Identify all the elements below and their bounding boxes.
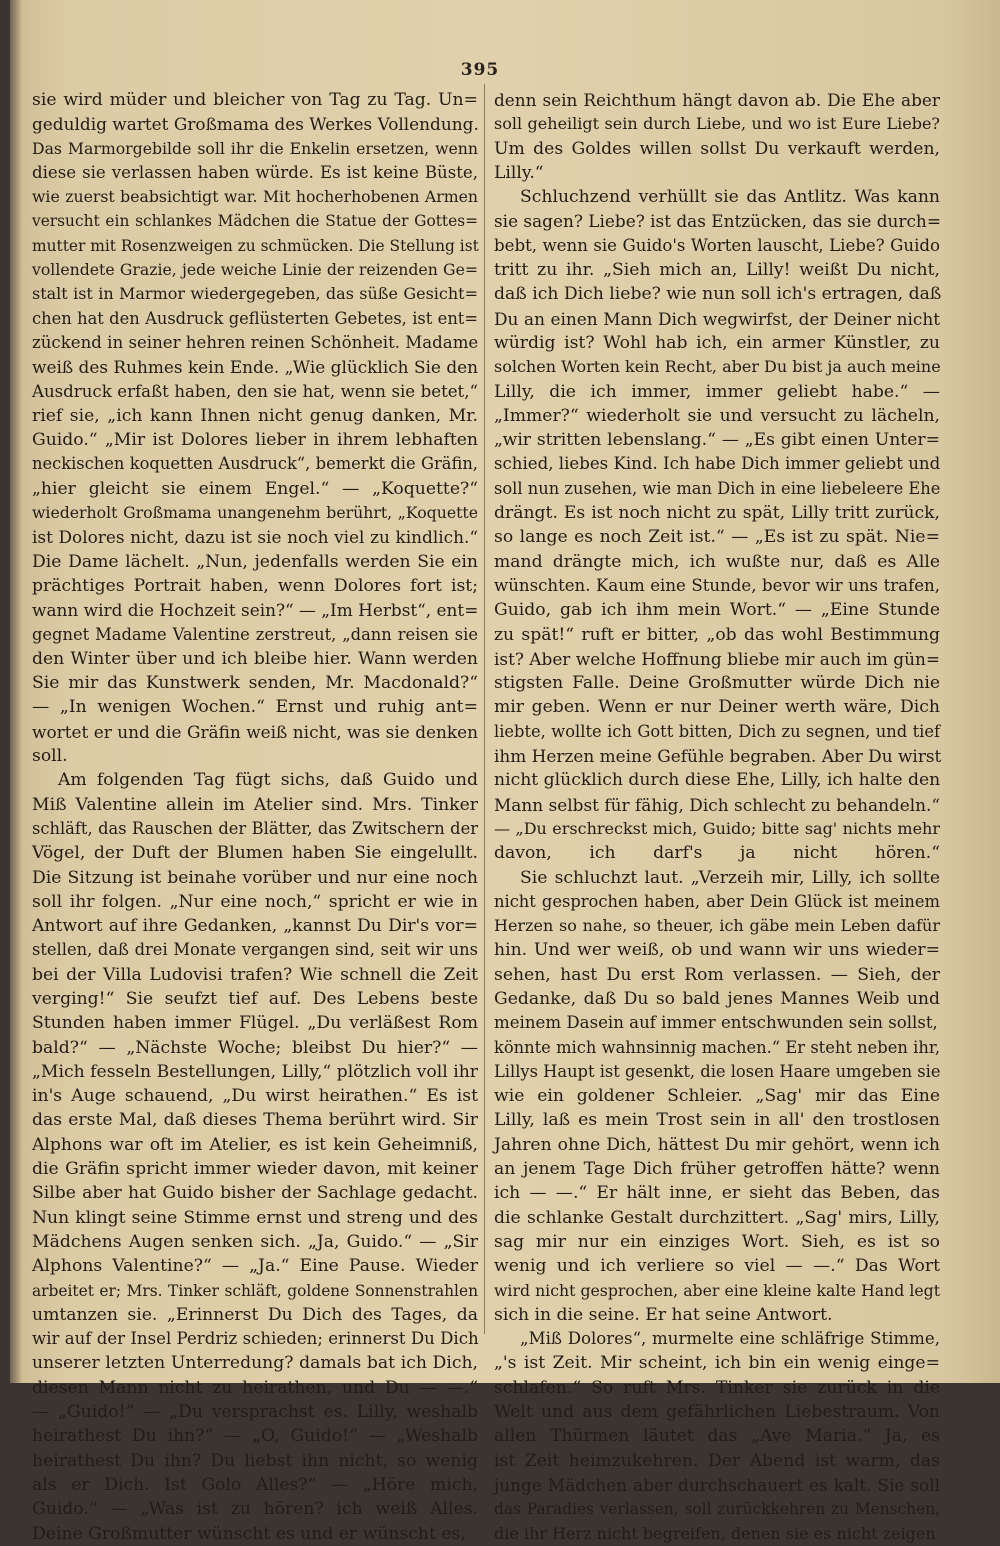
text-line: nicht gesprochen haben, aber Dein Glück ist meinem <box>494 891 940 911</box>
text-line: soll nun zusehen, wie man Dich in eine liebeleere Ehe <box>494 478 941 498</box>
text-line: rief sie, „ich kann Ihnen nicht genug danken, Mr. <box>32 405 478 426</box>
text-line: gegnet Madame Valentine zerstreut, „dann reisen sie <box>32 624 478 644</box>
text-line: heirathest Du ihn?“ — „O, Guido!“ — „Weshalb <box>32 1426 478 1447</box>
text-line: ich — —.“ Er hält inne, er sieht das Beben, das <box>494 1183 940 1204</box>
text-line: wortet er und die Gräfin weiß nicht, was sie denken <box>32 721 478 742</box>
text-line: soll. <box>32 746 68 767</box>
text-line: bald?“ — „Nächste Woche; bleibst Du hier?“ — <box>32 1037 478 1058</box>
text-line: drängt. Es ist noch nicht zu spät, Lilly tritt zurück, <box>494 503 940 524</box>
text-line: weiß des Ruhmes kein Ende. „Wie glücklich Sie den <box>32 357 478 378</box>
text-line: Guido.“ „Mir ist Dolores lieber in ihrem lebhaften <box>32 430 478 451</box>
text-line: Das Marmorgebilde soll ihr die Enkelin ersetzen, wenn <box>32 138 478 158</box>
page-gutter <box>10 0 22 1383</box>
text-line: Mädchens Augen senken sich. „Ja, Guido.“ — „Sir <box>32 1231 478 1252</box>
text-line: an jenem Tage Dich früher getroffen hätte? wenn <box>494 1159 940 1180</box>
text-line: mir geben. Wenn er nur Deiner werth wäre, Dich <box>494 697 940 718</box>
text-line: Vögel, der Duft der Blumen haben Sie eingelullt. <box>32 843 478 864</box>
text-line: „wir stritten lebenslang.“ — „Es gibt einen Unter= <box>494 430 940 451</box>
text-line: junge Mädchen aber durchschauert es kalt. Sie soll <box>494 1474 940 1495</box>
text-line: heirathest Du ihn? Du liebst ihn nicht, so wenig <box>32 1450 478 1471</box>
text-line: in's Auge schauend, „Du wirst heirathen.“ Es ist <box>32 1086 478 1107</box>
text-line: Lilly, die ich immer, immer geliebt habe.“ — <box>494 381 940 402</box>
text-line: „hier gleicht sie einem Engel.“ — „Koquette?“ <box>32 478 478 499</box>
text-line: geduldig wartet Großmama des Werkes Vollendung. <box>32 114 479 135</box>
text-line: prächtiges Portrait haben, wenn Dolores fort ist; <box>32 575 478 596</box>
text-line: Mann selbst für fähig, Dich schlecht zu behandeln.“ <box>494 794 940 815</box>
text-line: Antwort auf ihre Gedanken, „kannst Du Dir's vor= <box>32 916 478 937</box>
text-line: diese sie verlassen haben würde. Es ist keine Büste, <box>32 162 478 182</box>
text-line: „Mich fesseln Bestellungen, Lilly,“ plötzlich voll ihr <box>32 1061 478 1082</box>
text-line: solchen Worten kein Recht, aber Du bist ja auch meine <box>494 357 941 377</box>
text-line: stellen, daß drei Monate vergangen sind, seit wir uns <box>32 940 478 960</box>
text-line: diesen Mann nicht zu heirathen, und Du — —.“ <box>32 1377 478 1398</box>
text-line: Jahren ohne Dich, hättest Du mir gehört, wenn ich <box>494 1134 940 1155</box>
text-line: sich in die seine. Er hat seine Antwort. <box>494 1304 833 1325</box>
text-line: unserer letzten Unterredung? damals bat ich Dich, <box>32 1353 478 1374</box>
text-line: als er Dich. Ist Golo Alles?“ — „Höre mich, <box>32 1474 478 1495</box>
text-line: sehen, hast Du erst Rom verlassen. — Sieh, der <box>494 964 940 985</box>
text-line: Sie mir das Kunstwerk senden, Mr. Macdonald?“ <box>32 673 478 694</box>
text-line: zu spät!“ ruft er bitter, „ob das wohl Bestimmung <box>494 624 940 645</box>
text-line: stalt ist in Marmor wiedergegeben, das süße Gesicht= <box>32 284 478 304</box>
text-line: sag mir nur ein einziges Wort. Sieh, es ist so <box>494 1231 940 1252</box>
text-line: bei der Villa Ludovisi trafen? Wie schnell die Zeit <box>32 964 478 985</box>
text-line: bebt, wenn sie Guido's Worten lauscht, Liebe? Guido <box>494 235 940 255</box>
text-line: Herzen so nahe, so theuer, ich gäbe mein Leben dafür <box>494 916 940 936</box>
text-line: die schlanke Gestalt durchzittert. „Sag' mirs, Lilly, <box>494 1207 940 1228</box>
text-line: Um des Goldes willen sollst Du verkauft werden, <box>494 138 940 159</box>
text-line: allen Thürmen läutet das „Ave Maria.“ Ja, es <box>494 1426 940 1447</box>
text-line: Nun klingt seine Stimme ernst und streng und des <box>32 1207 478 1228</box>
text-line: neckischen koquetten Ausdruck“, bemerkt die Gräfin, <box>32 454 478 474</box>
text-line: Welt und aus dem gefährlichen Liebestraum. Von <box>494 1402 940 1423</box>
text-line: vollendete Grazie, jede weiche Linie der reizenden Ge= <box>32 260 478 280</box>
text-line: tritt zu ihr. „Sieh mich an, Lilly! weißt Du nicht, <box>494 260 940 281</box>
text-line: liebte, wollte ich Gott bitten, Dich zu segnen, und tief <box>494 721 940 741</box>
left-column <box>32 88 478 1546</box>
text-line: Lillys Haupt ist gesenkt, die losen Haare umgeben sie <box>494 1061 941 1081</box>
text-line: soll geheiligt sein durch Liebe, und wo ist Eure Liebe? <box>494 114 940 134</box>
text-line: mand drängte mich, ich wußte nur, daß es Alle <box>494 551 940 572</box>
text-line: wünschten. Kaum eine Stunde, bevor wir uns trafen, <box>494 575 940 595</box>
text-line: würdig ist? Wohl hab ich, ein armer Künstler, zu <box>494 332 940 353</box>
text-line: „Immer?“ wiederholt sie und versucht zu lächeln, <box>494 405 940 426</box>
text-line: ihm Herzen meine Gefühle begraben. Aber Du wirst <box>494 746 942 767</box>
text-line: stigsten Falle. Deine Großmutter würde Dich nie <box>494 673 940 694</box>
text-line: die Gräfin spricht immer wieder davon, mit keiner <box>32 1159 478 1180</box>
text-line: wann wird die Hochzeit sein?“ — „Im Herbst“, ent= <box>32 600 479 621</box>
text-line: wird nicht gesprochen, aber eine kleine kalte Hand legt <box>494 1280 940 1300</box>
text-line: schlafen.“ So ruft Mrs. Tinker sie zurück in die <box>494 1377 940 1398</box>
newspaper-page <box>10 0 1000 1544</box>
text-line: — „Guido!“ — „Du versprachst es. Lilly, weshalb <box>32 1402 478 1423</box>
text-line: daß ich Dich liebe? wie nun soll ich's ertragen, daß <box>494 284 942 305</box>
text-line: Die Dame lächelt. „Nun, jedenfalls werden Sie ein <box>32 551 478 572</box>
text-line: meinem Dasein auf immer entschwunden sein sollst, <box>494 1013 938 1033</box>
text-line: schläft, das Rauschen der Blätter, das Zwitschern der <box>32 818 478 838</box>
text-line: Miß Valentine allein im Atelier sind. Mrs. Tinker <box>32 794 478 815</box>
text-line: denn sein Reichthum hängt davon ab. Die Ehe aber <box>494 90 940 110</box>
text-line: so lange es noch Zeit ist.“ — „Es ist zu spät. Nie= <box>494 527 940 548</box>
text-line: Lilly.“ <box>494 162 544 183</box>
text-line: die ihr Herz nicht begreifen, denen sie es nicht zeigen <box>494 1523 936 1543</box>
text-line: Am folgenden Tag fügt sichs, daß Guido und <box>58 770 478 791</box>
text-line: Die Sitzung ist beinahe vorüber und nur eine noch <box>32 867 478 888</box>
text-line: soll ihr folgen. „Nur eine noch,“ spricht er wie in <box>32 891 478 912</box>
text-line: arbeitet er; Mrs. Tinker schläft, goldene Sonnenstrahlen <box>32 1281 478 1300</box>
text-line: Deine Großmutter wünscht es und er wünscht es, <box>32 1523 466 1544</box>
text-line: mutter mit Rosenzweigen zu schmücken. Die Stellung ist <box>32 236 479 255</box>
text-line: wir auf der Insel Perdriz schieden; erinnerst Du Dich <box>32 1329 479 1349</box>
text-line: Sie schluchzt laut. „Verzeih mir, Lilly, ich sollte <box>520 867 940 888</box>
text-line: sie wird müder und bleicher von Tag zu Tag. Un= <box>32 90 478 110</box>
text-line: den Winter über und ich bleibe hier. Wann werden <box>32 648 478 669</box>
text-line: wiederholt Großmama unangenehm berührt, „Koquette <box>32 503 478 523</box>
text-line: Stunden haben immer Flügel. „Du verläßest Rom <box>32 1013 478 1034</box>
text-line: chen hat den Ausdruck geflüsterten Gebetes, ist ent= <box>32 308 478 328</box>
text-line: Guido.“ — „Was ist zu hören? ich weiß Alles. <box>32 1499 478 1520</box>
text-line: ist Zeit heimzukehren. Der Abend ist warm, das <box>494 1450 940 1471</box>
page-number: 395 <box>460 60 500 80</box>
text-line: „Miß Dolores“, murmelte eine schläfrige Stimme, <box>520 1329 940 1349</box>
text-line: wie ein goldener Schleier. „Sag' mir das Eine <box>494 1086 940 1107</box>
text-line: wenig und ich verliere so viel — —.“ Das Wort <box>494 1256 940 1277</box>
text-line: das Paradies verlassen, soll zurückkehren zu Menschen, <box>494 1500 940 1519</box>
text-line: — „In wenigen Wochen.“ Ernst und ruhig ant= <box>32 697 478 718</box>
text-line: — „Du erschreckst mich, Guido; bitte sag' nichts mehr <box>494 818 940 838</box>
text-line: schied, liebes Kind. Ich habe Dich immer geliebt und <box>494 454 941 474</box>
text-line: das erste Mal, daß dieses Thema berührt wird. Sir <box>32 1110 478 1131</box>
text-line: Ausdruck erfaßt haben, den sie hat, wenn sie betet,“ <box>32 381 478 401</box>
text-line: zückend in seiner hehren reinen Schönheit. Madame <box>32 332 479 352</box>
text-line: Guido, gab ich ihm mein Wort.“ — „Eine Stunde <box>494 600 940 621</box>
text-line: sie sagen? Liebe? ist das Entzücken, das sie durch= <box>494 211 941 232</box>
text-line: Alphons war oft im Atelier, es ist kein Geheimniß, <box>32 1134 478 1155</box>
text-line: verging!“ Sie seufzt tief auf. Des Lebens beste <box>32 988 478 1009</box>
text-line: versucht ein schlankes Mädchen die Statue der Gottes= <box>32 212 478 231</box>
text-line: „'s ist Zeit. Mir scheint, ich bin ein wenig einge= <box>494 1353 940 1374</box>
text-line: umtanzen sie. „Erinnerst Du Dich des Tages, da <box>32 1304 478 1325</box>
text-line: Silbe aber hat Guido bisher der Sachlage gedacht. <box>32 1183 478 1204</box>
text-line: könnte mich wahnsinnig machen.“ Er steht neben ihr, <box>494 1037 940 1057</box>
text-line: ist Dolores nicht, dazu ist sie noch viel zu kindlich.“ <box>32 527 478 548</box>
text-line: wie zuerst beabsichtigt war. Mit hocherhobenen Armen <box>32 187 478 207</box>
text-line: Du an einen Mann Dich wegwirfst, der Deiner nicht <box>494 308 940 329</box>
text-line: nicht glücklich durch diese Ehe, Lilly, ich halte den <box>494 770 941 791</box>
text-line: Schluchzend verhüllt sie das Antlitz. Was kann <box>520 187 940 208</box>
right-column <box>494 88 940 1546</box>
text-line: Alphons Valentine?“ — „Ja.“ Eine Pause. Wieder <box>32 1256 478 1277</box>
text-line: Gedanke, daß Du so bald jenes Mannes Weib und <box>494 988 940 1009</box>
text-line: ist? Aber welche Hoffnung bliebe mir auch im gün= <box>494 648 940 669</box>
text-line: davon, ich darf's ja nicht hören.“ <box>494 843 940 864</box>
text-line: Lilly, laß es mein Trost sein in all' den trostlosen <box>494 1110 940 1131</box>
text-line: hin. Und wer weiß, ob und wann wir uns wieder= <box>494 940 940 961</box>
column-divider <box>484 84 485 1334</box>
